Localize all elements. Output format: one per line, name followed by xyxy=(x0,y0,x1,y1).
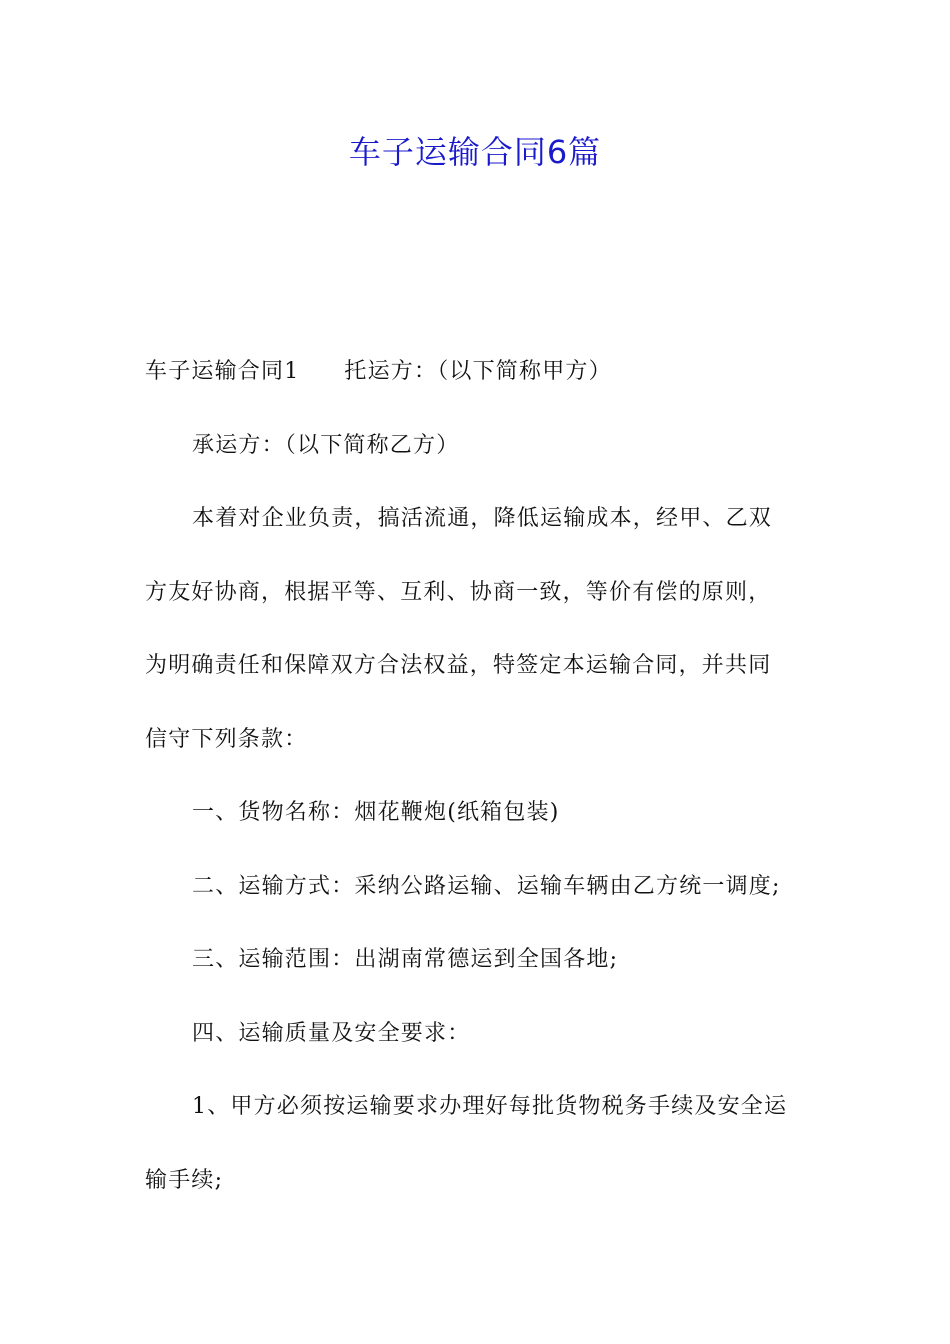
paragraph-line: 为明确责任和保障双方合法权益，特签定本运输合同，并共同 xyxy=(145,653,772,678)
paragraph-line: 1、甲方必须按运输要求办理好每批货物税务手续及安全运 xyxy=(192,1094,788,1119)
document-body xyxy=(145,335,815,1217)
document-title: 车子运输合同6篇 xyxy=(348,133,602,171)
paragraph-line xyxy=(145,335,815,409)
consignor-label: 托运方：（以下简称甲方） xyxy=(344,359,612,384)
paragraph-line: 四、运输质量及安全要求： xyxy=(192,1020,471,1046)
paragraph-line: 一、货物名称：烟花鞭炮(纸箱包装) xyxy=(192,800,560,825)
paragraph-line: 本着对企业负责，搞活流通，降低运输成本，经甲、乙双 xyxy=(192,506,773,531)
paragraph-line: 承运方：（以下简称乙方） xyxy=(192,432,460,458)
contract-heading: 车子运输合同1 xyxy=(145,359,300,384)
paragraph-line: 信守下列条款： xyxy=(145,726,308,752)
paragraph-line: 二、运输方式：采纳公路运输、运输车辆由乙方统一调度; xyxy=(192,873,781,899)
paragraph-line: 方友好协商，根据平等、互利、协商一致，等价有偿的原则， xyxy=(145,579,772,605)
paragraph-line: 三、运输范围：出湖南常德运到全国各地; xyxy=(192,947,619,972)
paragraph-line: 输手续; xyxy=(145,1167,224,1193)
